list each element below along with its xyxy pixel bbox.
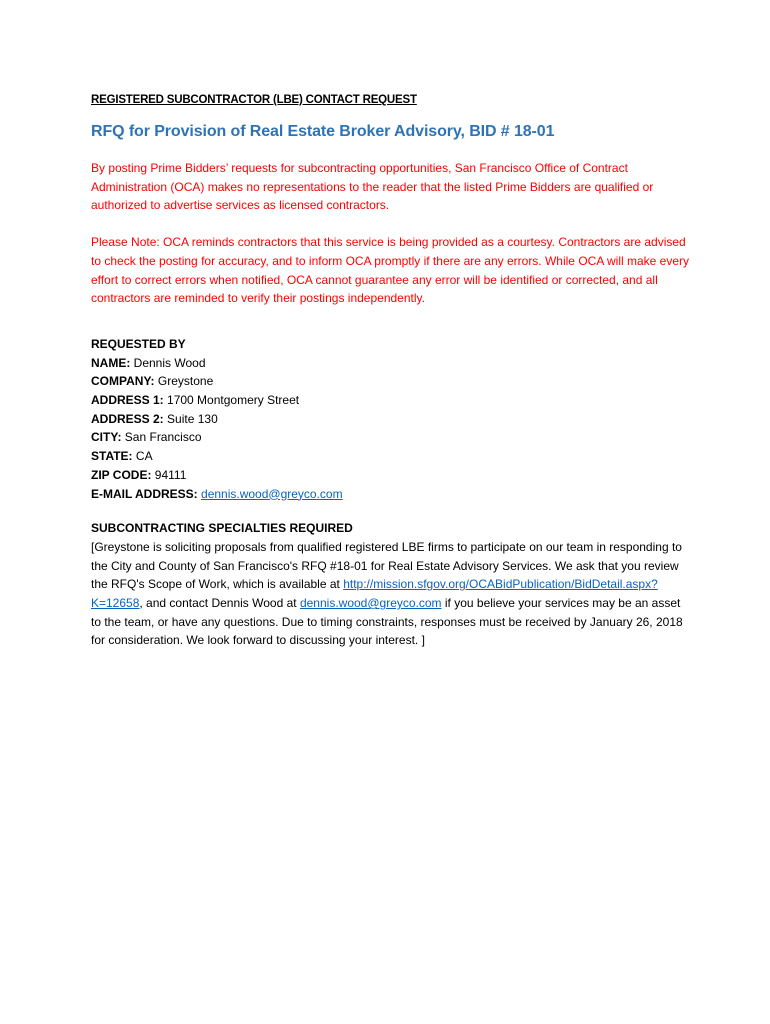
document-page <box>91 94 691 650</box>
address2-value: Suite 130 <box>167 411 218 426</box>
courtesy-note: Please Note: OCA reminds contractors that this service is being provided as a courtesy. Contractors are advised to check the posting for accuracy, and to inform OCA promptly if there are any errors. While OCA will make every effort to correct errors when notified, OCA cannot guarantee any error will be identified or corrected, and all contractors are reminded to verify their postings independently. <box>91 235 690 306</box>
name-row <box>91 354 691 373</box>
specialties-heading: SUBCONTRACTING SPECIALTIES REQUIRED <box>91 521 353 536</box>
company-label: COMPANY: <box>91 374 155 389</box>
requested-by-heading: REQUESTED BY <box>91 336 186 351</box>
address1-row <box>91 391 691 410</box>
zip-row <box>91 466 691 485</box>
specialties-text-part-2: , and contact Dennis Wood at <box>139 596 297 611</box>
city-label: CITY: <box>91 430 122 445</box>
bid-detail-link[interactable]: http://mission.sfgov.org/OCABidPublication/BidDetail.aspx?K=12658 <box>91 577 658 611</box>
disclaimer-notice: By posting Prime Bidders’ requests for subcontracting opportunities, San Francisco Office of Contract Administration (OCA) makes no representations to the reader that the listed Prime Bidders are qualified or authorized to advertise services as licensed contractors. <box>91 161 654 213</box>
document-heading: REGISTERED SUBCONTRACTOR (LBE) CONTACT REQUEST <box>91 94 417 106</box>
name-label: NAME: <box>91 355 131 370</box>
city-row <box>91 428 691 447</box>
company-row <box>91 372 691 391</box>
specialties-text <box>91 538 691 650</box>
address2-row <box>91 410 691 429</box>
email-row <box>91 485 691 504</box>
specialties-text-part-1: [Greystone is soliciting proposals from qualified registered LBE firms to participate on our team in responding to the City and County of San Francisco's RFQ #18-01 for Real Estate Advisory Services. We ask that you review the RFQ's Scope of Work, which is available at <box>91 539 682 592</box>
zip-value: 94111 <box>154 467 187 482</box>
state-label: STATE: <box>91 449 133 464</box>
email-label: E-MAIL ADDRESS: <box>91 486 198 501</box>
requested-by-section <box>91 335 691 503</box>
state-row <box>91 447 691 466</box>
address1-value: 1700 Montgomery Street <box>167 393 300 408</box>
address2-label: ADDRESS 2: <box>91 411 164 426</box>
email-link[interactable]: dennis.wood@greyco.com <box>201 486 343 501</box>
city-value: San Francisco <box>124 430 202 445</box>
company-value: Greystone <box>157 374 214 389</box>
zip-label: ZIP CODE: <box>91 467 152 482</box>
specialties-text-part-3: if you believe your services may be an asset to the team, or have any questions. Due to timing constraints, responses must be received by January 26, 2018 for consideration. We look forward to discussing your interest. ] <box>91 596 683 648</box>
name-value: Dennis Wood <box>133 355 206 370</box>
contact-email-link[interactable]: dennis.wood@greyco.com <box>299 596 442 611</box>
document-title: RFQ for Provision of Real Estate Broker Advisory, BID # 18-01 <box>91 123 555 140</box>
address1-label: ADDRESS 1: <box>91 393 164 408</box>
state-value: CA <box>135 449 153 464</box>
